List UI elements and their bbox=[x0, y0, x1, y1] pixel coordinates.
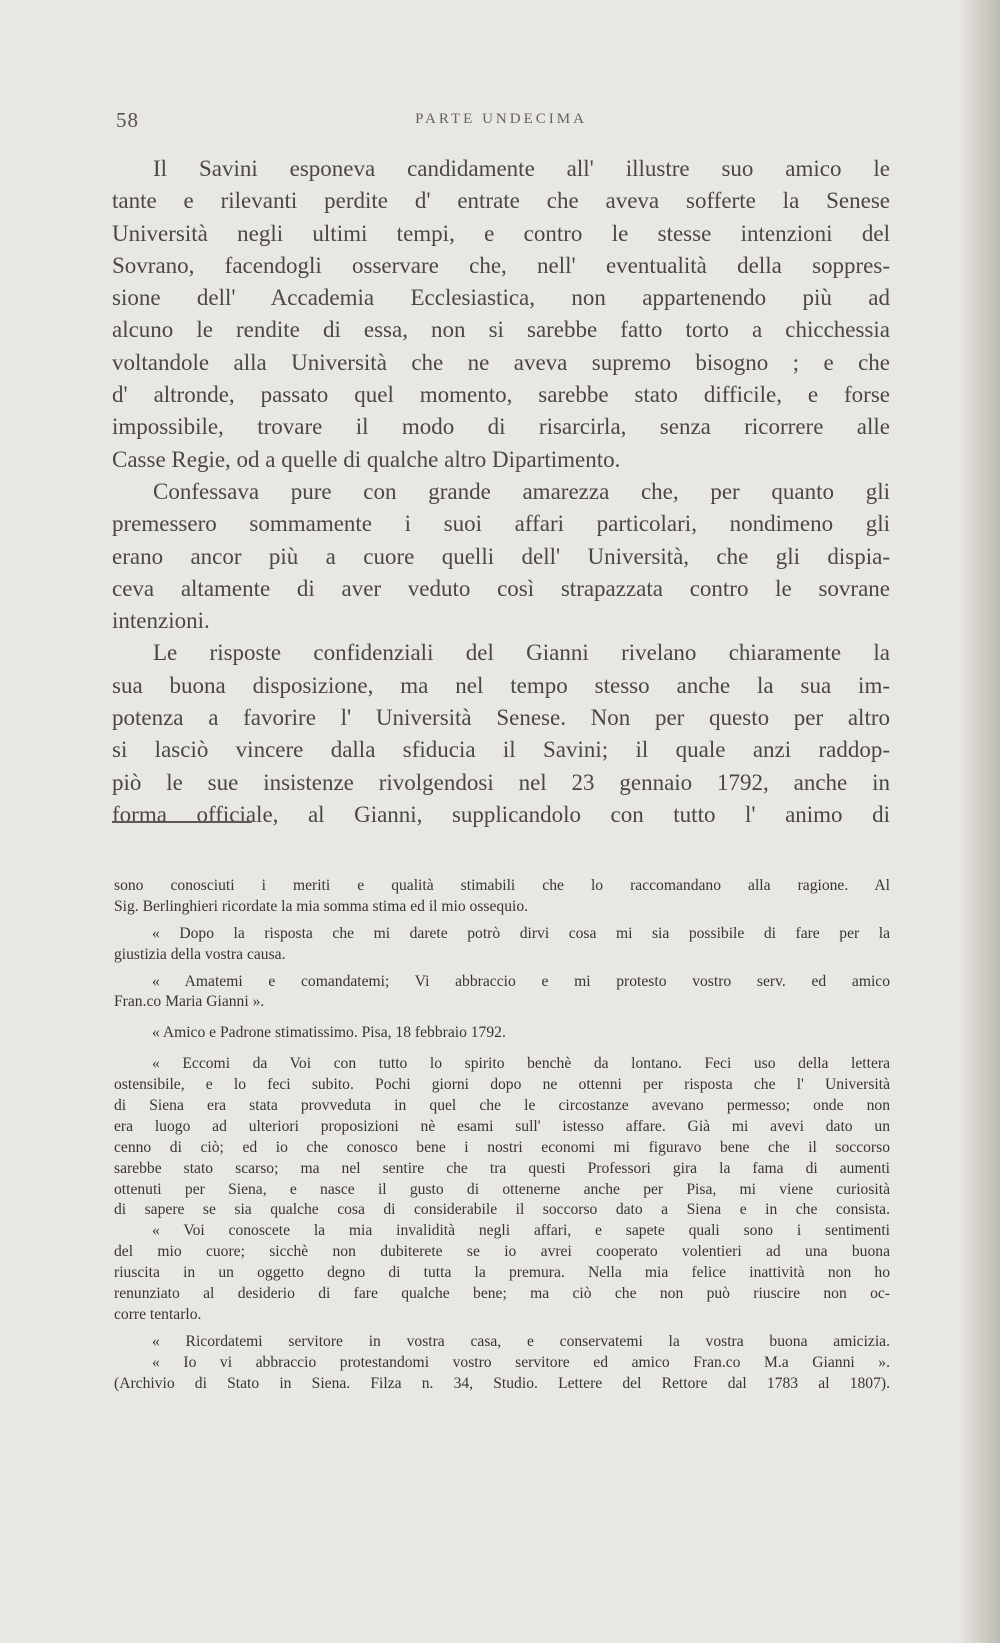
running-title: PARTE UNDECIMA bbox=[415, 111, 587, 127]
page-number: 58 bbox=[116, 108, 139, 132]
footnote-line: « Eccomi da Voi con tutto lo spirito benchè da lontano. Feci uso della lettera bbox=[152, 1055, 890, 1073]
footnote-line: « Dopo la risposta che mi darete potrò dirvi cosa mi sia possibile di fare per la bbox=[152, 924, 890, 942]
text-line: Le risposte confidenziali del Gianni rivelano chiaramente la bbox=[153, 640, 890, 666]
text-line: sua buona disposizione, ma nel tempo stesso anche la sua im- bbox=[112, 672, 890, 698]
text-line: premessero sommamente i suoi affari particolari, nondimeno gli bbox=[112, 511, 890, 537]
text-line: piò le sue insistenze rivolgendosi nel 23 gennaio 1792, anche in bbox=[112, 769, 890, 795]
footnote-line: « Amatemi e comandatemi; Vi abbraccio e mi protesto vostro serv. ed amico bbox=[152, 972, 890, 990]
footnote-line: riuscita in un oggetto degno di tutta la premura. Nella mia felice inattività non ho bbox=[114, 1264, 890, 1282]
footnote-line: sarebbe stato scarso; ma nel sentire che tra questi Professori gira la fama di aumenti bbox=[114, 1159, 890, 1177]
footnote-line: corre tentarlo. bbox=[114, 1305, 202, 1323]
footnote-line: « Io vi abbraccio protestandomi vostro servitore ed amico Fran.co M.a Gianni ». bbox=[152, 1353, 890, 1371]
page-edge-shadow bbox=[958, 0, 1000, 1643]
footnotes bbox=[114, 876, 890, 1394]
footnote-line: renunziato al desiderio di fare qualche bene; ma ciò che non può riuscire non oc- bbox=[114, 1285, 890, 1303]
footnote-line: giustizia della vostra causa. bbox=[114, 945, 286, 963]
text-line: Confessava pure con grande amarezza che, per quanto gli bbox=[153, 478, 890, 504]
footnote-line: (Archivio di Stato in Siena. Filza n. 34, Studio. Lettere del Rettore dal 1783 al 1807). bbox=[114, 1374, 890, 1392]
footnote-separator bbox=[112, 821, 252, 823]
footnote-line: cenno di ciò; ed io che conosco bene i nostri economi mi figuravo bene che il soccorso bbox=[114, 1138, 890, 1156]
footnote-line: Sig. Berlinghieri ricordate la mia somma stima ed il mio ossequio. bbox=[114, 897, 529, 915]
footnote-line: « Voi conoscete la mia invalidità negli affari, e sapete quali sono i sentimenti bbox=[152, 1222, 890, 1240]
text-line: Sovrano, facendogli osservare che, nell' eventualità della soppres- bbox=[112, 252, 890, 278]
text-line: erano ancor più a cuore quelli dell' Università, che gli dispia- bbox=[112, 543, 890, 569]
text-line: alcuno le rendite di essa, non si sarebbe fatto torto a chicchessia bbox=[112, 317, 890, 343]
footnote-line: Fran.co Maria Gianni ». bbox=[114, 993, 265, 1011]
footnote-line: ottenuti per Siena, e nasce il gusto di ottenerne anche per Pisa, mi viene curiosità bbox=[114, 1180, 890, 1198]
text-line: sione dell' Accademia Ecclesiastica, non appartenendo più ad bbox=[112, 285, 890, 311]
main-text bbox=[112, 153, 890, 831]
footnote-line: di Siena era stata provveduta in quel che le circostanze avevano permesso; onde non bbox=[114, 1097, 890, 1115]
text-line: impossibile, trovare il modo di risarcirla, senza ricorrere alle bbox=[112, 414, 890, 440]
text-line: intenzioni. bbox=[112, 608, 210, 634]
text-line: ceva altamente di aver veduto così strapazzata contro le sovrane bbox=[112, 575, 890, 601]
footnote-line: « Amico e Padrone stimatissimo. Pisa, 18 febbraio 1792. bbox=[152, 1024, 506, 1042]
footnote-line: sono conosciuti i meriti e qualità stimabili che lo raccomandano alla ragione. Al bbox=[114, 877, 890, 894]
text-line: potenza a favorire l' Università Senese. Non per questo per altro bbox=[112, 705, 890, 731]
footnote-line: « Ricordatemi servitore in vostra casa, e conservatemi la vostra buona amicizia. bbox=[152, 1332, 890, 1350]
text-line: d' altronde, passato quel momento, sarebbe stato difficile, e forse bbox=[112, 382, 890, 408]
text-line: Il Savini esponeva candidamente all' illustre suo amico le bbox=[153, 156, 890, 181]
footnote-line: ostensibile, e lo feci subito. Pochi giorni dopo ne ottenni per risposta che l' Università bbox=[114, 1076, 890, 1094]
text-line: voltandole alla Università che ne aveva supremo bisogno ; e che bbox=[112, 349, 890, 375]
text-line: si lasciò vincere dalla sfiducia il Savini; il quale anzi raddop- bbox=[112, 737, 890, 763]
text-line: Università negli ultimi tempi, e contro le stesse intenzioni del bbox=[112, 220, 890, 246]
text-line: Casse Regie, od a quelle di qualche altro Dipartimento. bbox=[112, 446, 621, 472]
footnote-line: di sapere se sia qualche cosa di considerabile il soccorso dato a Siena e in che consista. bbox=[114, 1201, 890, 1219]
text-line: tante e rilevanti perdite d' entrate che aveva sofferte la Senese bbox=[112, 188, 890, 214]
page-header bbox=[112, 108, 890, 136]
footnote-line: era luogo ad ulteriori proposizioni nè esami sull' istesso affare. Già mi avevi dato un bbox=[114, 1117, 890, 1135]
footnote-line: del mio cuore; sicchè non dubiterete se io avrei cooperato volentieri ad una buona bbox=[114, 1243, 890, 1261]
text-line: forma officiale, al Gianni, supplicandolo con tutto l' animo di bbox=[112, 801, 890, 827]
